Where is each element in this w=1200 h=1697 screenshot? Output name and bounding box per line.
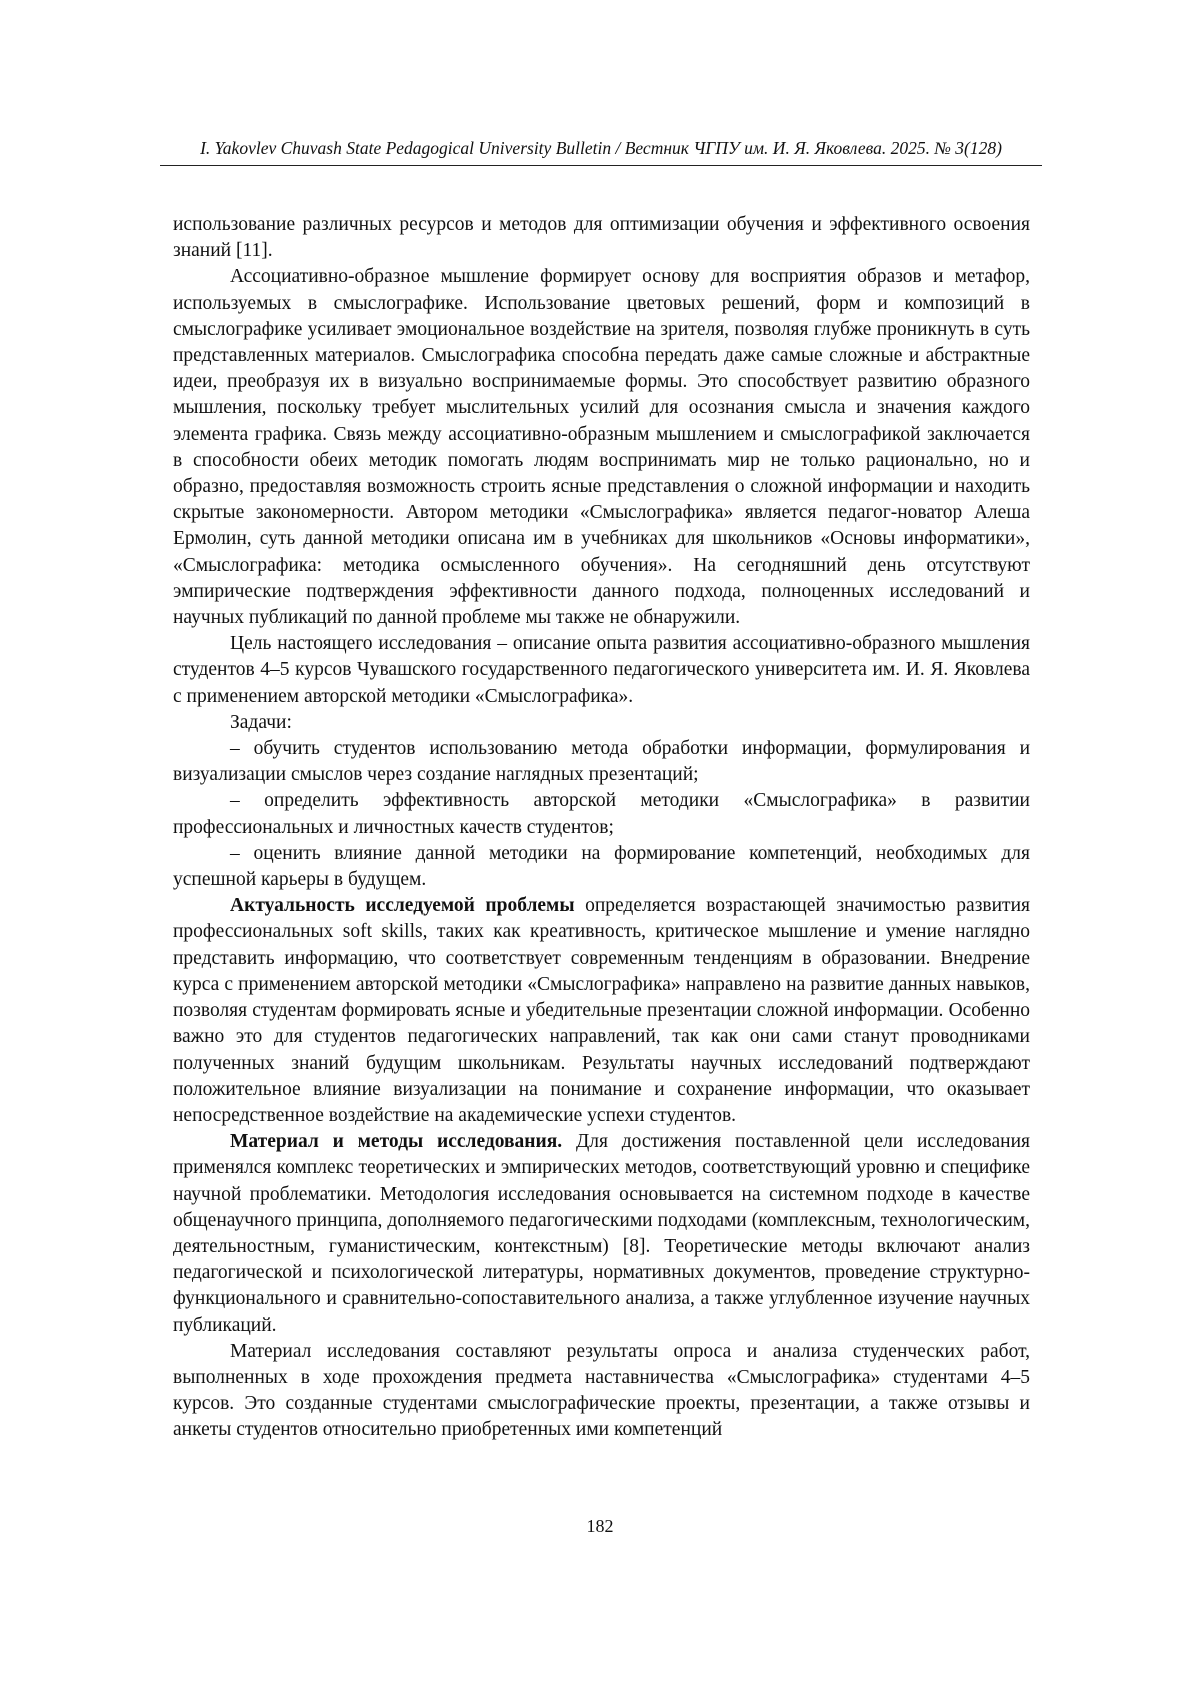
relevance-text: определяется возрастающей значимостью развития профессиональных soft skills, таких как креативность, критическое мышление и умение наглядно представить информацию, что соответствует современным тенденциям в образовании. Внедрение курса с применением авторской методики «Смыслографика» направлено на развитие данных навыков, позволяя студентам формировать ясные и убедительные презентации сложной информации. Особенно важно это для студентов педагогических направлений, так как они сами станут проводниками полученных знаний будущим школьникам. Результаты научных исследований подтверждают положительное влияние визуализации на понимание и сохранение информации, что оказывает непосредственное воздействие на академические успехи студентов. — [173, 895, 1030, 1126]
paragraph-material: Материал исследования составляют результаты опроса и анализа студенческих работ, выполненных в ходе прохождения предмета наставничества «Смыслографика» студентами 4–5 курсов. Это созданные студентами смыслографические проекты, презентации, а также отзывы и анкеты студентов относительно приобретенных ими компетенций — [173, 1340, 1030, 1441]
relevance-heading: Актуальность исследуемой проблемы — [230, 895, 575, 917]
page-number: 182 — [586, 1516, 614, 1536]
methods-heading: Материал и методы исследования. — [230, 1131, 563, 1153]
task-item-1: – обучить студентов использованию метода обработки информации, формулирования и визуализации смыслов через создание наглядных презентаций; — [173, 738, 1030, 786]
paragraph-methods — [173, 1129, 1030, 1339]
header-rule — [160, 165, 1042, 166]
paragraph-intro: использование различных ресурсов и методов для оптимизации обучения и эффективного освоения знаний [11]. — [173, 214, 1030, 262]
running-header: I. Yakovlev Chuvash State Pedagogical University Bulletin / Вестник ЧГПУ им. И. Я. Яковлева. 2025. № 3(128) — [200, 138, 1002, 158]
paragraph-tasks-heading: Задачи: — [230, 711, 292, 733]
paragraph-associative-thinking: Ассоциативно-образное мышление формирует основу для восприятия образов и метафор, используемых в смыслографике. Использование цветовых решений, форм и композиций в смыслографике усиливает эмоциональное воздействие на зрителя, позволяя глубже проникнуть в суть представленных материалов. Смыслографика способна передать даже самые сложные и абстрактные идеи, преобразуя их в визуально воспринимаемые формы. Это способствует развитию образного мышления, поскольку требует мыслительных усилий для осознания смысла и значения каждого элемента графика. Связь между ассоциативно-образным мышлением и смыслографикой заключается в способности обеих методик помогать людям воспринимать мир не только рационально, но и образно, предоставляя возможность строить ясные представления о сложной информации и находить скрытые закономерности. Автором методики «Смыслографика» является педагог-новатор Алеша Ермолин, суть данной методики описана им в учебниках для школьников «Основы информатики», «Смыслографика: методика осмысленного обучения». На сегодняшний день отсутствуют эмпирические подтверждения эффективности данного подхода, полноценных исследований и научных публикаций по данной проблеме мы также не обнаружили. — [173, 266, 1030, 629]
methods-text: Для достижения поставленной цели исследования применялся комплекс теоретических и эмпирических методов, соответствующий уровню и специфике научной проблематики. Методология исследования основывается на системном подходе в качестве общенаучного принципа, дополняемого педагогическими подходами (комплексным, технологическим, деятельностным, гуманистическим, контекстным) [8]. Теоретические методы включают анализ педагогической и психологической литературы, нормативных документов, проведение структурно-функционального и сравнительно-сопоставительного анализа, а также углубленное изучение научных публикаций. — [173, 1131, 1030, 1336]
task-item-2: – определить эффективность авторской методики «Смыслографика» в развитии профессиональных и личностных качеств студентов; — [173, 790, 1030, 838]
paragraph-research-goal: Цель настоящего исследования – описание опыта развития ассоциативно-образного мышления студентов 4–5 курсов Чувашского государственного педагогического университета им. И. Я. Яковлева с применением авторской методики «Смыслографика». — [173, 633, 1030, 707]
article-body — [173, 212, 1030, 1444]
paragraph-relevance — [173, 893, 1030, 1129]
task-item-3: – оценить влияние данной методики на формирование компетенций, необходимых для успешной карьеры в будущем. — [173, 842, 1030, 891]
